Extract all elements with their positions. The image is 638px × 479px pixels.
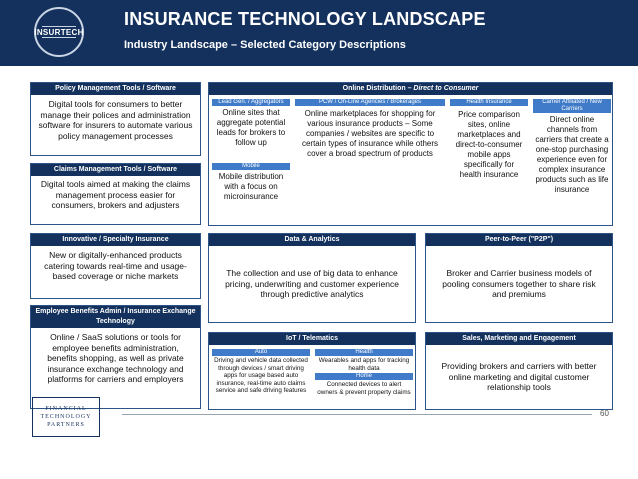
lead-gen-head: Lead Gen. / Aggregators — [212, 99, 290, 106]
iot-home-head: Home — [315, 373, 413, 380]
online-distribution-box — [208, 82, 613, 226]
lead-gen-column — [212, 99, 290, 204]
iot-health-home-column — [315, 349, 413, 397]
sales-marketing-box — [425, 332, 613, 410]
health-insurance-head: Health Insurance — [450, 99, 528, 106]
employee-benefits-title: Employee Benefits Admin / Insurance Exchange Technology — [31, 306, 200, 328]
logo-text: INSURTECH — [34, 27, 84, 37]
policy-management-box — [30, 82, 201, 156]
page-title: INSURANCE TECHNOLOGY LANDSCAPE — [124, 9, 486, 29]
mobile-head: Mobile — [212, 163, 290, 170]
p2p-box — [425, 233, 613, 323]
data-analytics-body: The collection and use of big data to enhance pricing, underwriting and customer experience through predictive analytics — [225, 268, 399, 300]
iot-telematics-box — [208, 332, 416, 410]
claims-management-body: Digital tools aimed at making the claims management process easier for consumers, brokers and adjusters — [40, 179, 191, 210]
page-subtitle: Industry Landscape – Selected Category Descriptions — [124, 39, 406, 51]
footer-logo-line-3: PARTNERS — [47, 422, 85, 428]
iot-home-body: Connected devices to alert owners & prevent property claims — [317, 381, 411, 396]
carrier-head: Carrier Affiliated / New Carriers — [533, 99, 611, 113]
sales-marketing-body: Providing brokers and carriers with better online marketing and digital customer relationship tools — [441, 361, 597, 393]
employee-benefits-body: Online / SaaS solutions or tools for employee benefits administration, benefits shopping, as well as private insurance exchange technology and platforms for carriers and employers — [47, 332, 184, 384]
policy-management-body: Digital tools for consumers to better manage their polices and administration software for insurers to automate various policy management processes — [38, 99, 193, 141]
footer-logo-line-2: TECHNOLOGY — [40, 414, 92, 420]
mobile-body: Mobile distribution with a focus on microinsurance — [218, 172, 284, 201]
footer-divider — [122, 414, 592, 415]
iot-auto-body: Driving and vehicle data collected through devices / smart driving apps for usage based auto insurance, real-time auto claims service and safe driving features — [214, 357, 308, 395]
footer-logo-line-1: FINANCIAL — [45, 406, 87, 412]
policy-management-title: Policy Management Tools / Software — [31, 83, 200, 95]
innovative-specialty-box — [30, 233, 201, 299]
page-number: 60 — [600, 409, 609, 418]
pcw-head: PCW / On-Line Agencies / Brokerages — [295, 99, 445, 106]
pcw-column — [295, 99, 445, 162]
carrier-body: Direct online channels from carriers that create a one-stop purchasing experience even for complex insurance products such as life insurance — [535, 115, 609, 194]
innovative-specialty-body: New or digitally-enhanced products catering towards real-time and usage-based coverage or niche markets — [44, 250, 187, 281]
header-banner — [0, 0, 638, 66]
health-insurance-body: Price comparison sites, online marketplaces and direct-to-consumer mobile apps specifically for health insurance — [455, 110, 523, 179]
employee-benefits-box — [30, 305, 201, 409]
sales-marketing-title: Sales, Marketing and Engagement — [426, 333, 612, 345]
insurtech-logo — [34, 7, 84, 57]
pcw-body: Online marketplaces for shopping for various insurance products – Some companies / websites are specific to certain types of insurance while others cover a broad spectrum of products — [301, 109, 439, 158]
lead-gen-body: Online sites that aggregate potential leads for brokers to follow up — [216, 108, 286, 147]
health-insurance-column — [450, 99, 528, 182]
iot-auto-head: Auto — [212, 349, 310, 356]
p2p-body: Broker and Carrier business models of pooling consumers together to share risk and premiums — [442, 268, 596, 300]
data-analytics-box — [208, 233, 416, 323]
iot-health-head: Health — [315, 349, 413, 356]
p2p-title: Peer-to-Peer ("P2P") — [426, 234, 612, 246]
financial-technology-partners-logo — [32, 397, 100, 437]
iot-telematics-title: IoT / Telematics — [209, 333, 415, 345]
carrier-column — [533, 99, 611, 197]
iot-auto-column — [212, 349, 310, 396]
online-distribution-title: Online Distribution – Direct to Consumer — [209, 83, 612, 95]
data-analytics-title: Data & Analytics — [209, 234, 415, 246]
iot-health-body: Wearables and apps for tracking health data — [318, 357, 410, 372]
claims-management-box — [30, 163, 201, 225]
innovative-specialty-title: Innovative / Specialty Insurance — [31, 234, 200, 246]
claims-management-title: Claims Management Tools / Software — [31, 164, 200, 176]
